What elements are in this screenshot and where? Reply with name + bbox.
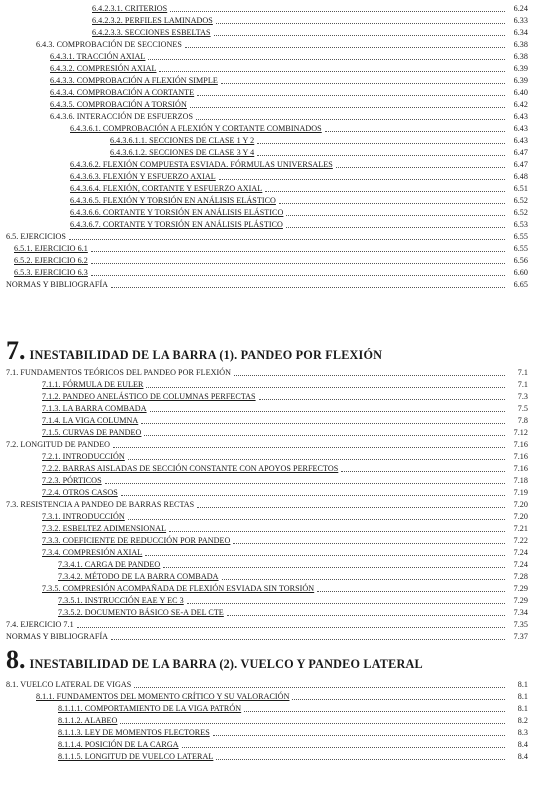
dot-leader xyxy=(128,518,505,520)
dot-leader xyxy=(182,746,505,748)
toc-entry-page: 7.20 xyxy=(513,500,528,509)
dot-leader xyxy=(120,722,505,724)
toc-entry[interactable] xyxy=(0,582,528,594)
dot-leader xyxy=(144,434,505,436)
toc-entry-page: 6.33 xyxy=(513,16,528,25)
toc-entry[interactable] xyxy=(0,230,528,242)
toc-entry[interactable] xyxy=(0,678,528,690)
toc-entry-label: NORMAS Y BIBLIOGRAFÍA xyxy=(6,280,109,289)
dot-leader xyxy=(286,214,505,216)
toc-entry-page: 6.43 xyxy=(513,136,528,145)
toc-entry[interactable] xyxy=(0,26,528,38)
toc-entry-page: 6.53 xyxy=(513,220,528,229)
toc-entry-label: 7.2.1. INTRODUCCIÓN xyxy=(42,452,125,461)
toc-entry-label: 7.3.3. COEFICIENTE DE REDUCCIÓN POR PANDEO xyxy=(42,536,231,545)
toc-entry-page: 6.24 xyxy=(513,4,528,13)
toc-entry-page: 8.3 xyxy=(517,728,528,737)
toc-entry[interactable] xyxy=(0,594,528,606)
dot-leader xyxy=(145,554,505,556)
chapter-8-heading xyxy=(6,647,423,673)
toc-entry-label: 6.4.3.6.2. FLEXIÓN COMPUESTA ESVIADA. FÓRMULAS UNIVERSALES xyxy=(70,160,333,169)
toc-entry-label: 6.4.3.3. COMPROBACIÓN A FLEXIÓN SIMPLE xyxy=(50,76,218,85)
toc-entry-label: 8.1.1.5. LONGITUD DE VUELCO LATERAL xyxy=(58,752,214,761)
toc-entry[interactable] xyxy=(0,206,528,218)
dot-leader xyxy=(91,250,505,252)
toc-entry-label: 7.2. LONGITUD DE PANDEO xyxy=(6,440,111,449)
toc-entry[interactable] xyxy=(0,606,528,618)
toc-entry-page: 6.39 xyxy=(513,64,528,73)
toc-entry[interactable] xyxy=(0,450,528,462)
toc-entry-page: 6.52 xyxy=(513,208,528,217)
toc-entry[interactable] xyxy=(0,2,528,14)
toc-entry-page: 7.37 xyxy=(513,632,528,641)
toc-entry-page: 6.65 xyxy=(513,280,528,289)
toc-entry-page: 6.38 xyxy=(513,40,528,49)
toc-entry-page: 6.56 xyxy=(513,256,528,265)
toc-entry-page: 7.29 xyxy=(513,584,528,593)
toc-entry[interactable] xyxy=(0,486,528,498)
toc-entry-label: 7.3.4.1. CARGA DE PANDEO xyxy=(58,560,161,569)
toc-entry[interactable] xyxy=(0,170,528,182)
dot-leader xyxy=(222,578,505,580)
dot-leader xyxy=(336,166,505,168)
dot-leader xyxy=(190,106,505,108)
dot-leader xyxy=(234,374,505,376)
toc-entry-page: 8.1 xyxy=(517,692,528,701)
toc-entry-page: 6.43 xyxy=(513,124,528,133)
toc-entry-label: 7.4. EJERCICIO 7.1 xyxy=(6,620,74,629)
toc-entry[interactable] xyxy=(0,254,528,266)
toc-entry-label: 7.3.5.1. INSTRUCCIÓN EAE Y EC 3 xyxy=(58,596,184,605)
toc-entry-page: 6.39 xyxy=(513,76,528,85)
toc-entry-label: 7.3.4. COMPRESIÓN AXIAL xyxy=(42,548,143,557)
dot-leader xyxy=(69,238,505,240)
toc-entry[interactable] xyxy=(0,534,528,546)
dot-leader xyxy=(121,494,505,496)
toc-entry[interactable] xyxy=(0,618,528,630)
toc-entry-label: 7.1.3. LA BARRA COMBADA xyxy=(42,404,147,413)
toc-entry-page: 7.19 xyxy=(513,488,528,497)
toc-entry-label: 6.4.3.6.6. CORTANTE Y TORSIÓN EN ANÁLISIS ELÁSTICO xyxy=(70,208,284,217)
toc-entry-page: 7.8 xyxy=(517,416,528,425)
toc-entry-label: 6.4.3.6.4. FLEXIÓN, CORTANTE Y ESFUERZO AXIAL xyxy=(70,184,263,193)
toc-entry[interactable] xyxy=(0,390,528,402)
toc-entry[interactable] xyxy=(0,690,528,702)
toc-entry-label: 6.4.2.3.1. CRITERIOS xyxy=(92,4,168,13)
toc-entry[interactable] xyxy=(0,242,528,254)
dot-leader xyxy=(279,202,505,204)
toc-entry[interactable] xyxy=(0,50,528,62)
dot-leader xyxy=(227,614,505,616)
dot-leader xyxy=(317,590,505,592)
toc-entry[interactable] xyxy=(0,278,528,290)
dot-leader xyxy=(216,758,505,760)
toc-entry-label: 7.3.1. INTRODUCCIÓN xyxy=(42,512,125,521)
toc-entry-page: 6.47 xyxy=(513,160,528,169)
toc-entry[interactable] xyxy=(0,98,528,110)
toc-entry-page: 7.12 xyxy=(513,428,528,437)
dot-leader xyxy=(105,482,505,484)
toc-entry-page: 7.5 xyxy=(517,404,528,413)
toc-entry-page: 8.2 xyxy=(517,716,528,725)
dot-leader xyxy=(148,58,505,60)
toc-entry[interactable] xyxy=(0,702,528,714)
dot-leader xyxy=(141,422,505,424)
toc-entry[interactable] xyxy=(0,194,528,206)
toc-entry-page: 7.20 xyxy=(513,512,528,521)
toc-entry-label: 6.4.3.5. COMPROBACIÓN A TORSIÓN xyxy=(50,100,187,109)
dot-leader xyxy=(113,446,505,448)
dot-leader xyxy=(244,710,505,712)
toc-entry-label: 6.5. EJERCICIOS xyxy=(6,232,66,241)
toc-entry-page: 8.4 xyxy=(517,752,528,761)
dot-leader xyxy=(150,410,505,412)
toc-entry-label: 7.3.5. COMPRESIÓN ACOMPAÑADA DE FLEXIÓN ESVIADA SIN TORSIÓN xyxy=(42,584,315,593)
toc-entry[interactable] xyxy=(0,366,528,378)
toc-entry[interactable] xyxy=(0,378,528,390)
toc-entry-label: 8.1.1.2. ALABEO xyxy=(58,716,118,725)
toc-entry[interactable] xyxy=(0,14,528,26)
dot-leader xyxy=(111,638,505,640)
toc-entry-page: 6.51 xyxy=(513,184,528,193)
dot-leader xyxy=(128,458,505,460)
toc-entry-page: 7.34 xyxy=(513,608,528,617)
toc-entry-page: 7.22 xyxy=(513,536,528,545)
toc-entry[interactable] xyxy=(0,122,528,134)
toc-entry-label: 6.4.2.3.3. SECCIONES ESBELTAS xyxy=(92,28,211,37)
toc-entry[interactable] xyxy=(0,158,528,170)
toc-entry-page: 7.35 xyxy=(513,620,528,629)
dot-leader xyxy=(219,178,505,180)
toc-entry-label: 6.4.3.6.1. COMPROBACIÓN A FLEXIÓN Y CORTANTE COMBINADOS xyxy=(70,124,322,133)
dot-leader xyxy=(213,734,505,736)
toc-entry-label: 7.2.3. PÓRTICOS xyxy=(42,476,102,485)
dot-leader xyxy=(111,286,505,288)
toc-entry[interactable] xyxy=(0,474,528,486)
toc-entry-label: 7.1. FUNDAMENTOS TEÓRICOS DEL PANDEO POR FLEXIÓN xyxy=(6,368,231,377)
toc-entry[interactable] xyxy=(0,134,528,146)
toc-entry[interactable] xyxy=(0,750,528,762)
toc-entry-page: 7.1 xyxy=(517,368,528,377)
toc-entry-label: 8.1.1.3. LEY DE MOMENTOS FLECTORES xyxy=(58,728,210,737)
toc-entry-page: 7.24 xyxy=(513,560,528,569)
toc-entry[interactable] xyxy=(0,218,528,230)
toc-entry[interactable] xyxy=(0,570,528,582)
chapter-7-heading xyxy=(6,338,382,364)
dot-leader xyxy=(197,506,505,508)
dot-leader xyxy=(187,602,505,604)
toc-entry-page: 6.47 xyxy=(513,148,528,157)
toc-entry[interactable] xyxy=(0,266,528,278)
dot-leader xyxy=(265,190,505,192)
dot-leader xyxy=(169,530,505,532)
dot-leader xyxy=(341,470,505,472)
toc-entry-label: 6.4.3.6.1.1. SECCIONES DE CLASE 1 Y 2 xyxy=(110,136,255,145)
toc-entry[interactable] xyxy=(0,522,528,534)
dot-leader xyxy=(233,542,505,544)
toc-entry-page: 6.55 xyxy=(513,244,528,253)
toc-entry-label: 6.4.3.4. COMPROBACIÓN A CORTANTE xyxy=(50,88,195,97)
toc-entry-label: 8.1. VUELCO LATERAL DE VIGAS xyxy=(6,680,132,689)
toc-entry[interactable] xyxy=(0,714,528,726)
toc-entry-page: 8.4 xyxy=(517,740,528,749)
toc-entry-label: 6.4.2.3.2. PERFILES LAMINADOS xyxy=(92,16,213,25)
toc-entry[interactable] xyxy=(0,426,528,438)
toc-entry-page: 6.40 xyxy=(513,88,528,97)
chapter-7-title: INESTABILIDAD DE LA BARRA (1). PANDEO POR FLEXIÓN xyxy=(29,348,383,362)
toc-entry-page: 7.24 xyxy=(513,548,528,557)
dot-leader xyxy=(91,262,505,264)
toc-entry-label: NORMAS Y BIBLIOGRAFÍA xyxy=(6,632,109,641)
toc-entry[interactable] xyxy=(0,86,528,98)
toc-entry-page: 6.38 xyxy=(513,52,528,61)
chapter-8-title: INESTABILIDAD DE LA BARRA (2). VUELCO Y PANDEO LATERAL xyxy=(29,657,423,671)
dot-leader xyxy=(292,698,505,700)
toc-entry-label: 8.1.1.4. POSICIÓN DE LA CARGA xyxy=(58,740,179,749)
dot-leader xyxy=(257,142,505,144)
toc-entry-page: 7.29 xyxy=(513,596,528,605)
toc-entry-label: 6.5.1. EJERCICIO 6.1 xyxy=(14,244,88,253)
toc-entry[interactable] xyxy=(0,182,528,194)
toc-entry[interactable] xyxy=(0,402,528,414)
toc-entry-page: 8.1 xyxy=(517,704,528,713)
toc-entry-page: 6.34 xyxy=(513,28,528,37)
toc-entry-label: 7.1.1. FÓRMULA DE EULER xyxy=(42,380,144,389)
toc-entry-page: 6.60 xyxy=(513,268,528,277)
dot-leader xyxy=(170,10,505,12)
toc-entry-label: 7.1.2. PANDEO ANELÁSTICO DE COLUMNAS PERFECTAS xyxy=(42,392,256,401)
toc-entry[interactable] xyxy=(0,546,528,558)
dot-leader xyxy=(259,398,505,400)
toc-entry-label: 6.4.3.1. TRACCIÓN AXIAL xyxy=(50,52,146,61)
dot-leader xyxy=(146,386,505,388)
toc-entry-page: 7.16 xyxy=(513,452,528,461)
dot-leader xyxy=(77,626,505,628)
toc-entry-label: 7.3.2. ESBELTEZ ADIMENSIONAL xyxy=(42,524,167,533)
toc-entry-label: 7.3. RESISTENCIA A PANDEO DE BARRAS RECTAS xyxy=(6,500,195,509)
dot-leader xyxy=(197,94,505,96)
toc-entry-page: 7.18 xyxy=(513,476,528,485)
toc-entry-page: 7.1 xyxy=(517,380,528,389)
toc-entry-label: 7.3.4.2. MÉTODO DE LA BARRA COMBADA xyxy=(58,572,219,581)
toc-entry[interactable] xyxy=(0,438,528,450)
dot-leader xyxy=(185,46,505,48)
dot-leader xyxy=(214,34,505,36)
dot-leader xyxy=(221,82,505,84)
toc-entry[interactable] xyxy=(0,498,528,510)
toc-entry-label: 7.1.4. LA VIGA COLUMNA xyxy=(42,416,139,425)
toc-entry[interactable] xyxy=(0,726,528,738)
dot-leader xyxy=(91,274,505,276)
toc-entry-page: 7.16 xyxy=(513,440,528,449)
toc-entry-label: 6.5.3. EJERCICIO 6.3 xyxy=(14,268,88,277)
toc-entry-label: 6.4.3.2. COMPRESIÓN AXIAL xyxy=(50,64,157,73)
toc-entry[interactable] xyxy=(0,414,528,426)
dot-leader xyxy=(163,566,505,568)
toc-entry-label: 6.4.3.6.7. CORTANTE Y TORSIÓN EN ANÁLISIS PLÁSTICO xyxy=(70,220,283,229)
toc-entry-label: 6.4.3.6. INTERACCIÓN DE ESFUERZOS xyxy=(50,112,194,121)
dot-leader xyxy=(216,22,505,24)
toc-entry-page: 6.42 xyxy=(513,100,528,109)
chapter-8-number: 8. xyxy=(6,645,26,674)
toc-entry-label: 6.4.3.6.3. FLEXIÓN Y ESFUERZO AXIAL xyxy=(70,172,216,181)
toc-entry-label: 6.5.2. EJERCICIO 6.2 xyxy=(14,256,88,265)
toc-entry-label: 6.4.3.6.5. FLEXIÓN Y TORSIÓN EN ANÁLISIS ELÁSTICO xyxy=(70,196,276,205)
toc-entry[interactable] xyxy=(0,630,528,642)
toc-entry-page: 7.21 xyxy=(513,524,528,533)
toc-entry[interactable] xyxy=(0,146,528,158)
toc-entry-label: 6.4.3.6.1.2. SECCIONES DE CLASE 3 Y 4 xyxy=(110,148,255,157)
toc-entry-label: 8.1.1.1. COMPORTAMIENTO DE LA VIGA PATRÓN xyxy=(58,704,242,713)
dot-leader xyxy=(134,686,505,688)
toc-entry-label: 6.4.3. COMPROBACIÓN DE SECCIONES xyxy=(36,40,182,49)
toc-entry-page: 7.3 xyxy=(517,392,528,401)
toc-entry[interactable] xyxy=(0,62,528,74)
dot-leader xyxy=(286,226,505,228)
toc-entry-page: 6.48 xyxy=(513,172,528,181)
toc-entry[interactable] xyxy=(0,74,528,86)
toc-entry-label: 7.1.5. CURVAS DE PANDEO xyxy=(42,428,142,437)
toc-entry[interactable] xyxy=(0,510,528,522)
toc-entry[interactable] xyxy=(0,558,528,570)
toc-entry-page: 6.55 xyxy=(513,232,528,241)
toc-entry[interactable] xyxy=(0,38,528,50)
toc-entry-page: 7.16 xyxy=(513,464,528,473)
dot-leader xyxy=(257,154,505,156)
dot-leader xyxy=(325,130,505,132)
toc-entry[interactable] xyxy=(0,738,528,750)
toc-entry[interactable] xyxy=(0,110,528,122)
toc-entry-page: 8.1 xyxy=(517,680,528,689)
dot-leader xyxy=(159,70,505,72)
toc-entry-label: 8.1.1. FUNDAMENTOS DEL MOMENTO CRÍTICO Y SU VALORACIÓN xyxy=(36,692,290,701)
toc-entry-label: 7.2.4. OTROS CASOS xyxy=(42,488,118,497)
toc-entry-page: 6.43 xyxy=(513,112,528,121)
chapter-7-number: 7. xyxy=(6,336,26,365)
toc-entry[interactable] xyxy=(0,462,528,474)
toc-entry-label: 7.3.5.2. DOCUMENTO BÁSICO SE-A DEL CTE xyxy=(58,608,224,617)
toc-entry-page: 6.52 xyxy=(513,196,528,205)
toc-entry-page: 7.28 xyxy=(513,572,528,581)
toc-entry-label: 7.2.2. BARRAS AISLADAS DE SECCIÓN CONSTANTE CON APOYOS PERFECTOS xyxy=(42,464,339,473)
dot-leader xyxy=(196,118,505,120)
